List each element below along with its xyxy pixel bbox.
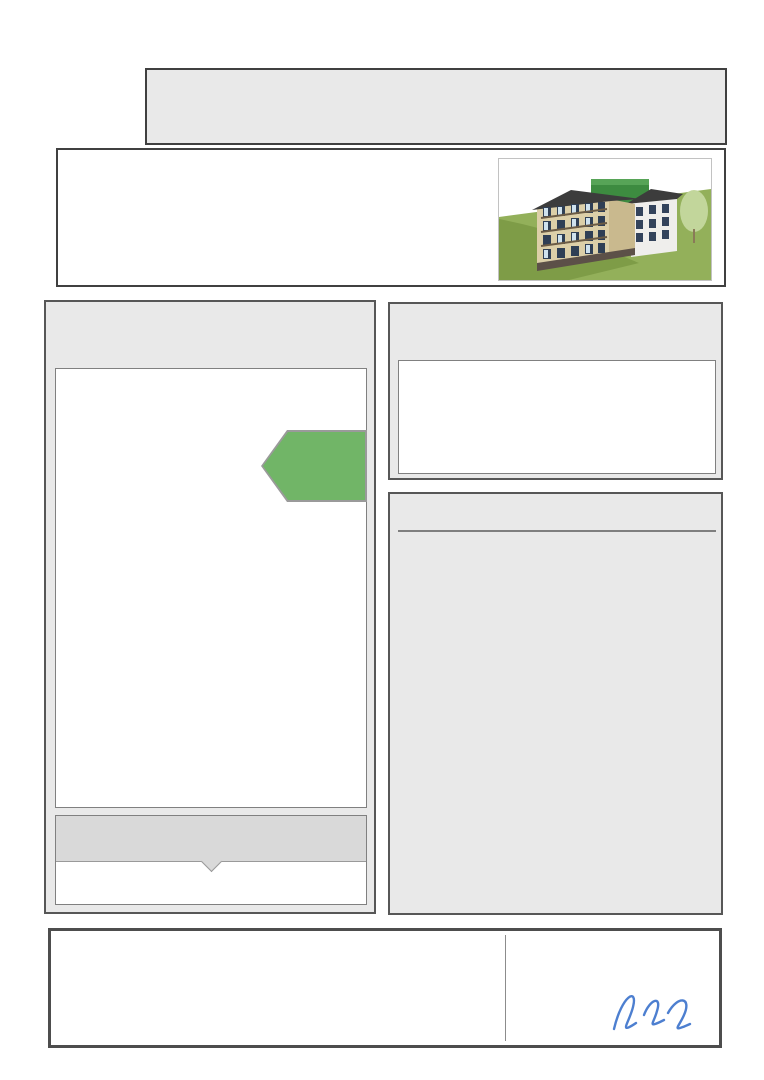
signature-strokes <box>606 983 706 1041</box>
classification-panel <box>44 300 376 914</box>
pie-chart <box>600 366 702 468</box>
footer-divider <box>505 935 506 1041</box>
remax-logo <box>14 20 16 59</box>
requirements-box <box>55 815 367 905</box>
rating-cursor-body <box>263 432 365 500</box>
signature <box>606 983 706 1046</box>
indicators-panel <box>388 492 723 915</box>
distribution-chart-box <box>398 360 716 474</box>
energy-distribution-panel <box>388 302 723 480</box>
indicators-rows <box>398 530 716 532</box>
title-box <box>145 68 727 145</box>
footer-box <box>48 928 722 1048</box>
building-render-illustration <box>499 159 711 280</box>
building-info-box <box>56 148 726 287</box>
building-photo <box>498 158 712 281</box>
indicators-detail-table <box>398 530 716 532</box>
building-area-row <box>70 264 78 290</box>
